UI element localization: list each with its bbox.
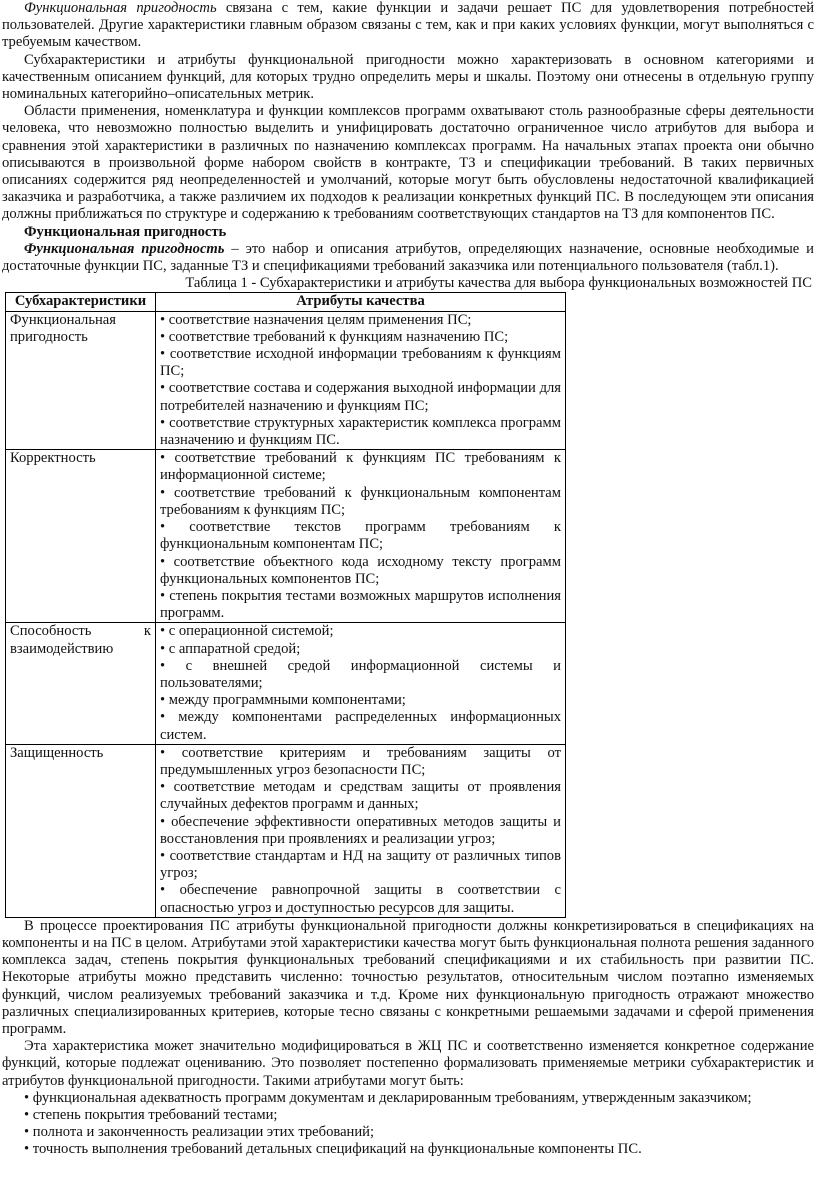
attribute-item: • соответствие требований к функциям ПС требованиям к информационной системе; bbox=[160, 450, 561, 484]
definition-paragraph bbox=[2, 241, 814, 275]
table-header-row bbox=[6, 293, 566, 311]
subcharacteristic-cell: Способность к взаимодействию bbox=[6, 623, 156, 744]
attribute-item: • соответствие текстов программ требованиям к функциональным компонентам ПС; bbox=[160, 519, 561, 553]
header-subcharacteristics: Субхарактеристики bbox=[6, 293, 156, 311]
attribute-item: • между программными компонентами; bbox=[160, 692, 406, 709]
attribute-item: • с внешней средой информационной системы и пользователями; bbox=[160, 657, 561, 691]
attribute-item: • соответствие структурных характеристик комплекса программ назначению и функциям ПС. bbox=[160, 414, 561, 449]
subcharacteristic-cell: Функциональная пригодность bbox=[6, 311, 156, 450]
table-row bbox=[6, 311, 566, 450]
header-quality-attributes: Атрибуты качества bbox=[156, 293, 566, 311]
outro-paragraph-1: В процессе проектирования ПС атрибуты функциональной пригодности должны конкретизироваться в спецификациях на компоненты и на ПС в целом. Атрибутами этой характеристики качества могут быть функциональная полнота решения заданного комплекса задач, степень покрытия функциональных требований спецификациями и их стабильность при развитии ПС. Некоторые атрибуты можно представить численно: точностью результатов, относительным числом поэтапно изменяемых функций, числом реализуемых требований заказчика и т.д. Кроме них функциональную пригодность отражают множество различных специализированных критериев, которые тесно связаны с конкретными решаемыми задачами и сферой применения программ. bbox=[2, 917, 814, 1037]
attribute-item: • соответствие объектного кода исходному тексту программ функциональных компонентов ПС; bbox=[160, 553, 561, 587]
list-item: • точность выполнения требований детальных спецификаций на функциональные компоненты ПС. bbox=[24, 1141, 642, 1158]
attribute-item: • с аппаратной средой; bbox=[160, 640, 301, 657]
definition-text: – это набор и описания атрибутов, определяющих назначение, основные необходимые и достаточные функции ПС, заданные ТЗ и спецификациями требований заказчика или потенциального пользователя (табл.1). bbox=[2, 240, 814, 275]
attributes-cell bbox=[156, 623, 566, 744]
table-row bbox=[6, 623, 566, 744]
attribute-item: • соответствие состава и содержания выходной информации для потребителей назначению и функциям ПС; bbox=[160, 380, 561, 414]
attribute-item: • между компонентами распределенных информационных систем. bbox=[160, 709, 561, 743]
list-item: • степень покрытия требований тестами; bbox=[24, 1107, 278, 1123]
attributes-cell bbox=[156, 450, 566, 623]
attribute-item: • соответствие методам и средствам защиты от проявления случайных дефектов программ и данных; bbox=[160, 779, 561, 813]
intro-paragraph-1 bbox=[2, 0, 814, 52]
attributes-list bbox=[2, 1090, 814, 1159]
list-item: • функциональная адекватность программ документам и декларированным требованиям, утвержденным заказчиком; bbox=[24, 1089, 752, 1106]
attribute-item: • соответствие требований к функциональным компонентам требованиям к функциям ПС; bbox=[160, 484, 561, 518]
attribute-item: • обеспечение равнопрочной защиты в соответствии с опасностью угроз и доступностью ресурсов для защиты. bbox=[160, 882, 561, 916]
attribute-item: • соответствие назначения целям применения ПС; bbox=[160, 311, 472, 328]
attribute-item: • обеспечение эффективности оперативных методов защиты и восстановления при проявлениях и реализации угроз; bbox=[160, 813, 561, 847]
table-row bbox=[6, 744, 566, 917]
term-functional-suitability: Функциональная пригодность bbox=[24, 0, 217, 16]
outro-paragraph-2: Эта характеристика может значительно модифицироваться в ЖЦ ПС и соответственно изменяется конкретное содержание функций, которые подлежат оцениванию. Это позволяет постепенно формализовать применяемые метрики субхарактеристик и атрибутов функциональной пригодности. Такими атрибутами могут быть: bbox=[2, 1038, 814, 1089]
subcharacteristic-cell: Защищенность bbox=[6, 744, 156, 917]
attribute-item: • степень покрытия тестами возможных маршрутов исполнения программ. bbox=[160, 587, 561, 622]
attribute-item: • соответствие требований к функциям назначению ПС; bbox=[160, 328, 509, 345]
attribute-item: • с операционной системой; bbox=[160, 623, 334, 640]
attributes-cell bbox=[156, 744, 566, 917]
list-item: • полнота и законченность реализации этих требований; bbox=[24, 1124, 375, 1141]
attribute-item: • соответствие исходной информации требованиям к функциям ПС; bbox=[160, 346, 561, 380]
intro-paragraph-3: Области применения, номенклатура и функции комплексов программ охватывают столь разнообразные сферы деятельности человека, что невозможно полностью выделить и унифицировать достаточно ограниченное число атрибутов для выбора и сравнения этой характеристики в различных по назначению комплексах программ. На начальных этапах проекта они обычно описываются в произвольной форме набором свойств в контракте, ТЗ и спецификации требований. В таких первичных описаниях содержится ряд неопределенностей и умолчаний, которые могут быть обусловлены недостаточной квалификацией заказчика и разработчика, а также различием их подходов к реализации конкретных функций ПС. В последующем эти описания должны приближаться по структуре и содержанию к требованиям соответствующих стандартов на ТЗ для компонентов ПС. bbox=[2, 103, 814, 223]
section-heading: Функциональная пригодность bbox=[24, 223, 227, 240]
attribute-item: • соответствие критериям и требованиям защиты от предумышленных угроз безопасности ПС; bbox=[160, 744, 561, 778]
attributes-cell bbox=[156, 311, 566, 450]
subcharacteristic-cell: Корректность bbox=[6, 450, 156, 623]
table-row bbox=[6, 450, 566, 623]
attribute-item: • соответствие стандартам и НД на защиту от различных типов угроз; bbox=[160, 847, 561, 882]
table-caption: Таблица 1 - Субхарактеристики и атрибуты качества для выбора функциональных возможностей ПС bbox=[185, 275, 812, 292]
quality-attributes-table bbox=[5, 292, 566, 917]
definition-term: Функциональная пригодность bbox=[24, 240, 225, 257]
intro-paragraph-1-text: связана с тем, какие функции и задачи решает ПС для удовлетворения потребностей пользователей. Другие характеристики главным образом связаны с тем, как и при каких условиях функции, могут выполняться с требуемым качеством. bbox=[2, 0, 815, 51]
intro-paragraph-2: Субхарактеристики и атрибуты функциональной пригодности можно характеризовать в основном категориями и качественным описанием функций, для которых трудно определить меры и шкалы. Поэтому они отнесены в отдельную группу номинальных категорийно–описательных метрик. bbox=[2, 51, 814, 103]
